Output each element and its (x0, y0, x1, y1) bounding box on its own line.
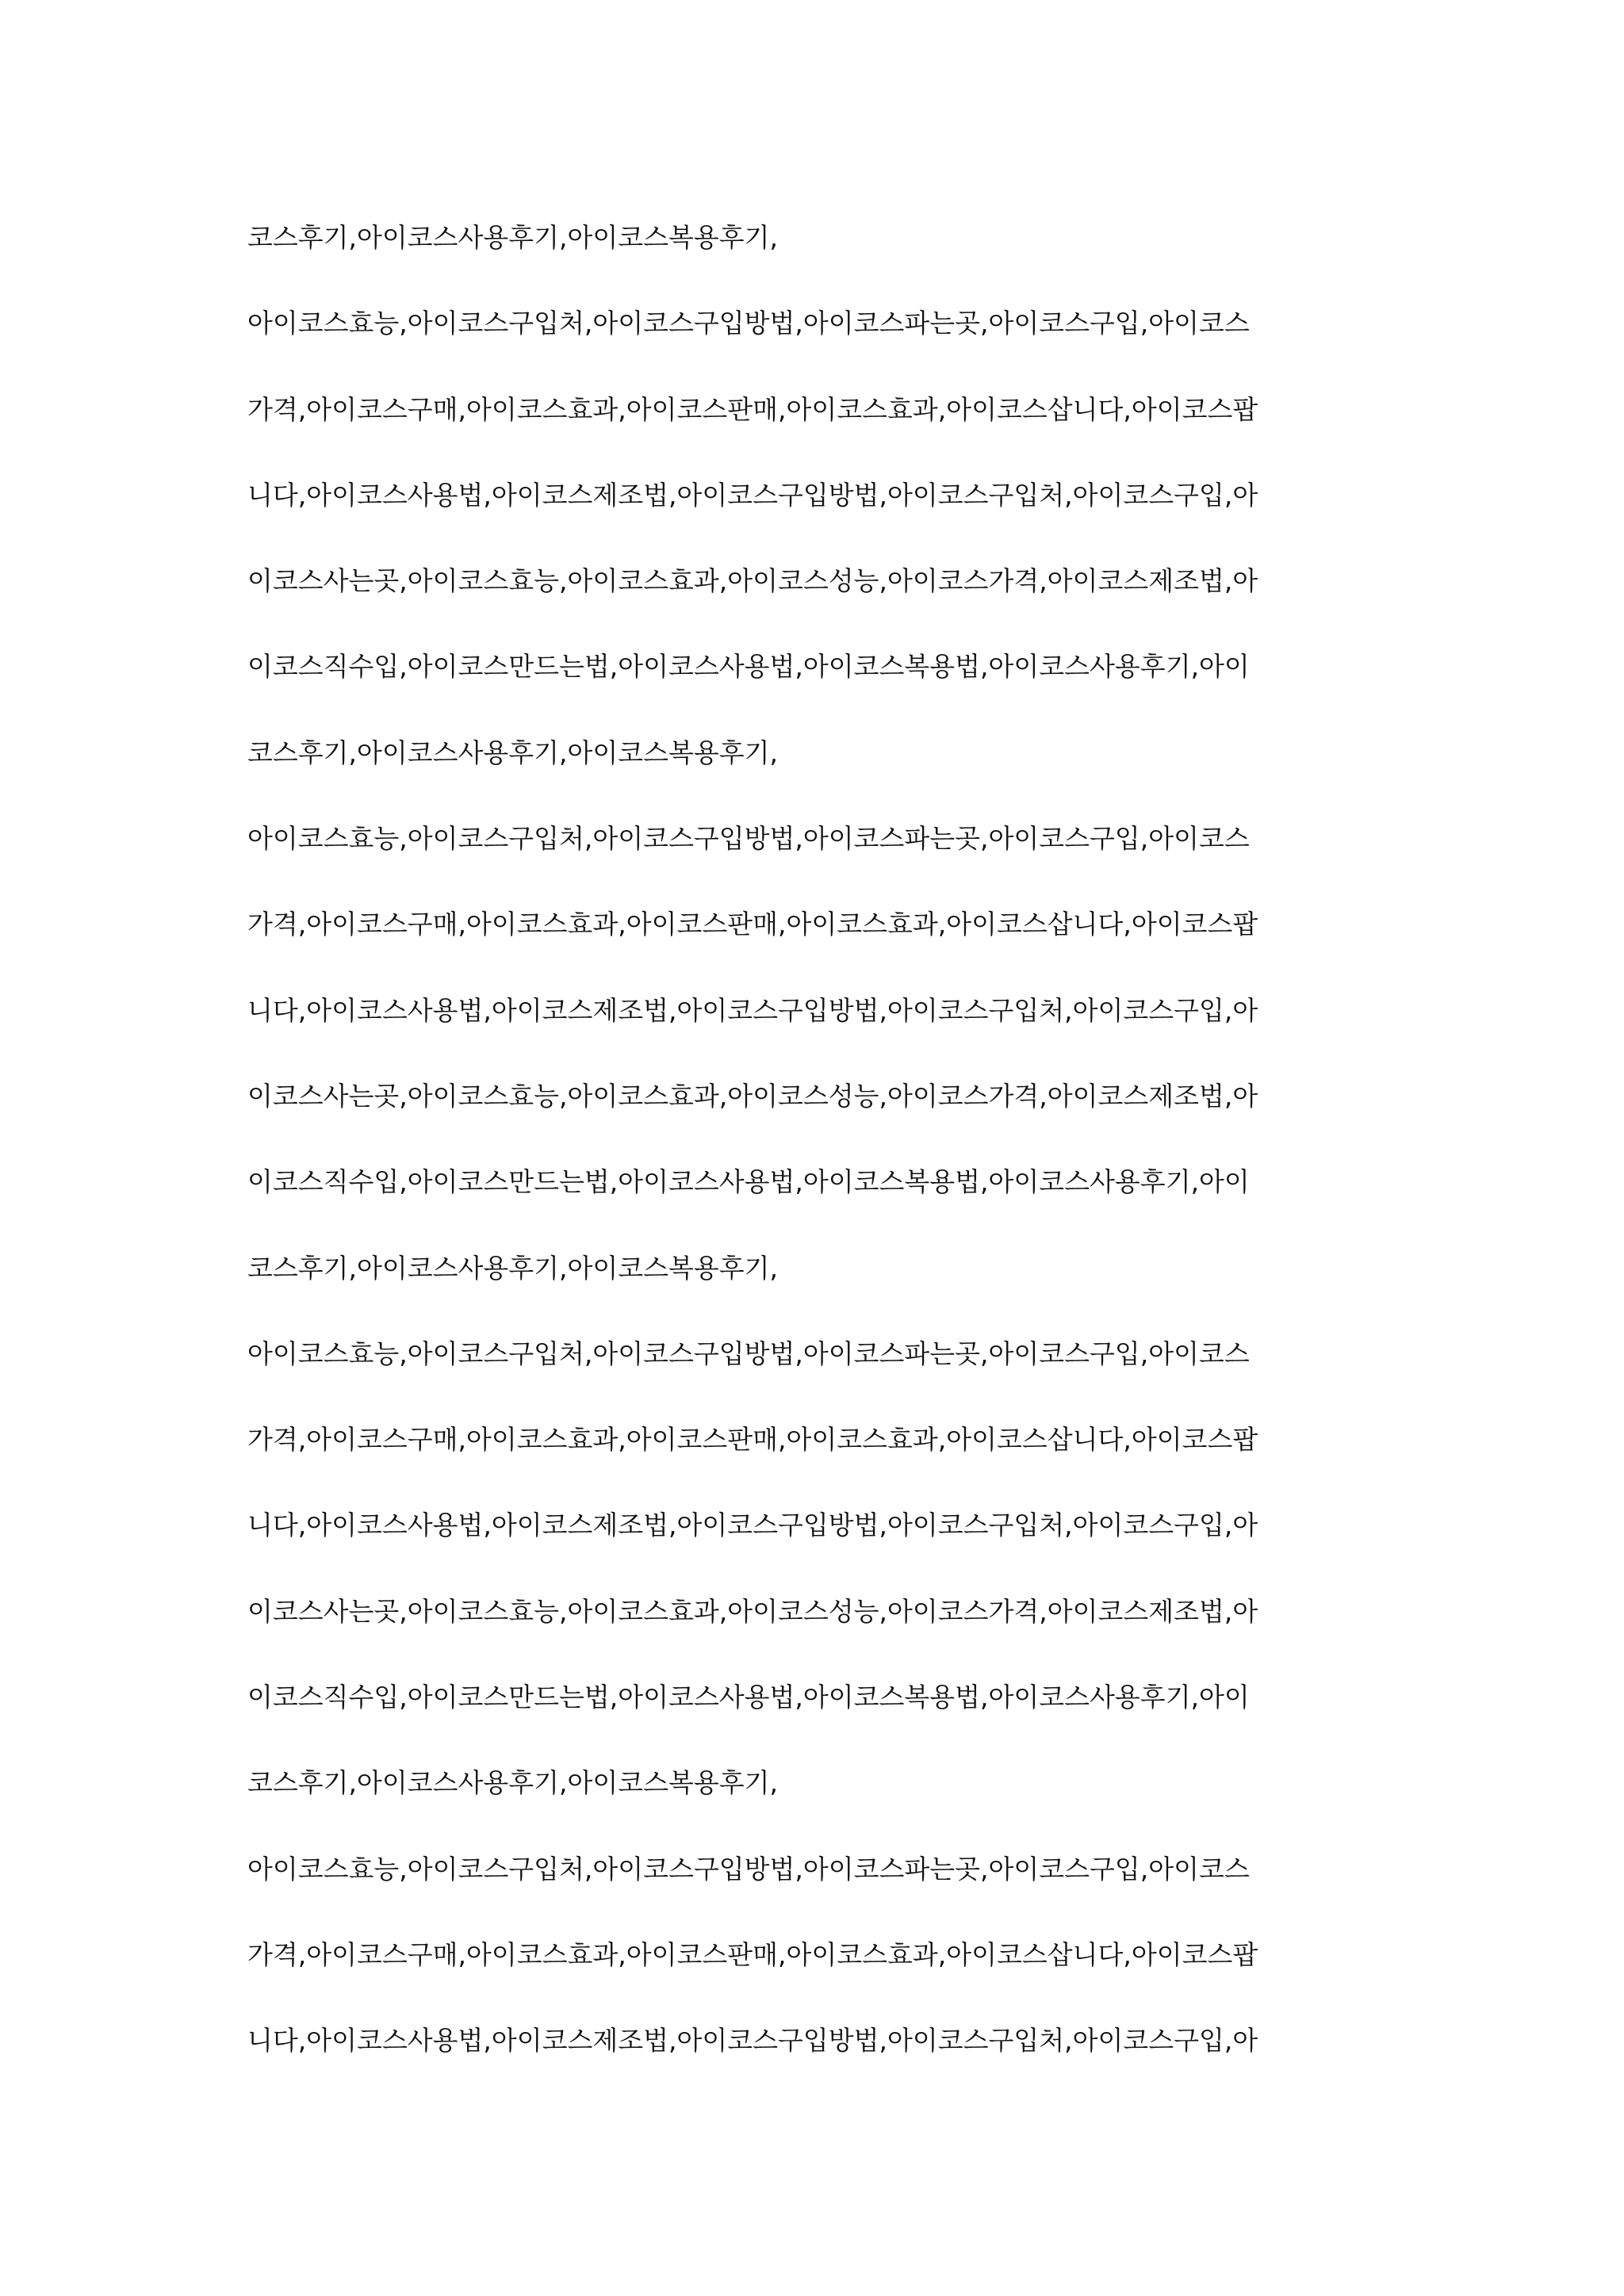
text-line: 이코스직수입,아이코스만드는법,아이코스사용법,아이코스복용법,아이코스사용후기,아이 (247, 1682, 1250, 1713)
text-line: 가격,아이코스구매,아이코스효과,아이코스판매,아이코스효과,아이코스삽니다,아이코스팝 (247, 1938, 1258, 1970)
text-line: 아이코스효능,아이코스구입처,아이코스구입방법,아이코스파는곳,아이코스구입,아이코스 (247, 1853, 1250, 1885)
text-line: 니다,아이코스사용법,아이코스제조법,아이코스구입방법,아이코스구입처,아이코스구입,아 (247, 479, 1258, 511)
text-line: 가격,아이코스구매,아이코스효과,아이코스판매,아이코스효과,아이코스삽니다,아이코스팝 (247, 909, 1258, 940)
text-line: 이코스직수입,아이코스만드는법,아이코스사용법,아이코스복용법,아이코스사용후기,아이 (247, 1166, 1250, 1198)
text-line: 이코스사는곳,아이코스효능,아이코스효과,아이코스성능,아이코스가격,아이코스제조법,아 (247, 1080, 1258, 1112)
text-line: 가격,아이코스구매,아이코스효과,아이코스판매,아이코스효과,아이코스삽니다,아이코스팝 (247, 1424, 1258, 1456)
body-text (247, 216, 1389, 2105)
text-line: 니다,아이코스사용법,아이코스제조법,아이코스구입방법,아이코스구입처,아이코스구입,아 (247, 2025, 1258, 2057)
text-line: 코스후기,아이코스사용후기,아이코스복용후기, (247, 737, 779, 768)
text-line: 아이코스효능,아이코스구입처,아이코스구입방법,아이코스파는곳,아이코스구입,아이코스 (247, 823, 1250, 855)
text-line: 코스후기,아이코스사용후기,아이코스복용후기, (247, 1767, 779, 1799)
text-line: 아이코스효능,아이코스구입처,아이코스구입방법,아이코스파는곳,아이코스구입,아이코스 (247, 1337, 1250, 1369)
text-line: 코스후기,아이코스사용후기,아이코스복용후기, (247, 1252, 779, 1284)
text-line: 가격,아이코스구매,아이코스효과,아이코스판매,아이코스효과,아이코스삽니다,아이코스팝 (247, 393, 1258, 425)
text-line: 이코스사는곳,아이코스효능,아이코스효과,아이코스성능,아이코스가격,아이코스제조법,아 (247, 1595, 1258, 1627)
text-line: 이코스직수입,아이코스만드는법,아이코스사용법,아이코스복용법,아이코스사용후기,아이 (247, 651, 1250, 683)
text-line: 니다,아이코스사용법,아이코스제조법,아이코스구입방법,아이코스구입처,아이코스구입,아 (247, 1510, 1258, 1541)
text-line: 이코스사는곳,아이코스효능,아이코스효과,아이코스성능,아이코스가격,아이코스제조법,아 (247, 565, 1258, 597)
text-line: 코스후기,아이코스사용후기,아이코스복용후기, (247, 222, 779, 253)
text-line: 아이코스효능,아이코스구입처,아이코스구입방법,아이코스파는곳,아이코스구입,아이코스 (247, 308, 1250, 339)
text-line: 니다,아이코스사용법,아이코스제조법,아이코스구입방법,아이코스구입처,아이코스구입,아 (247, 994, 1258, 1026)
